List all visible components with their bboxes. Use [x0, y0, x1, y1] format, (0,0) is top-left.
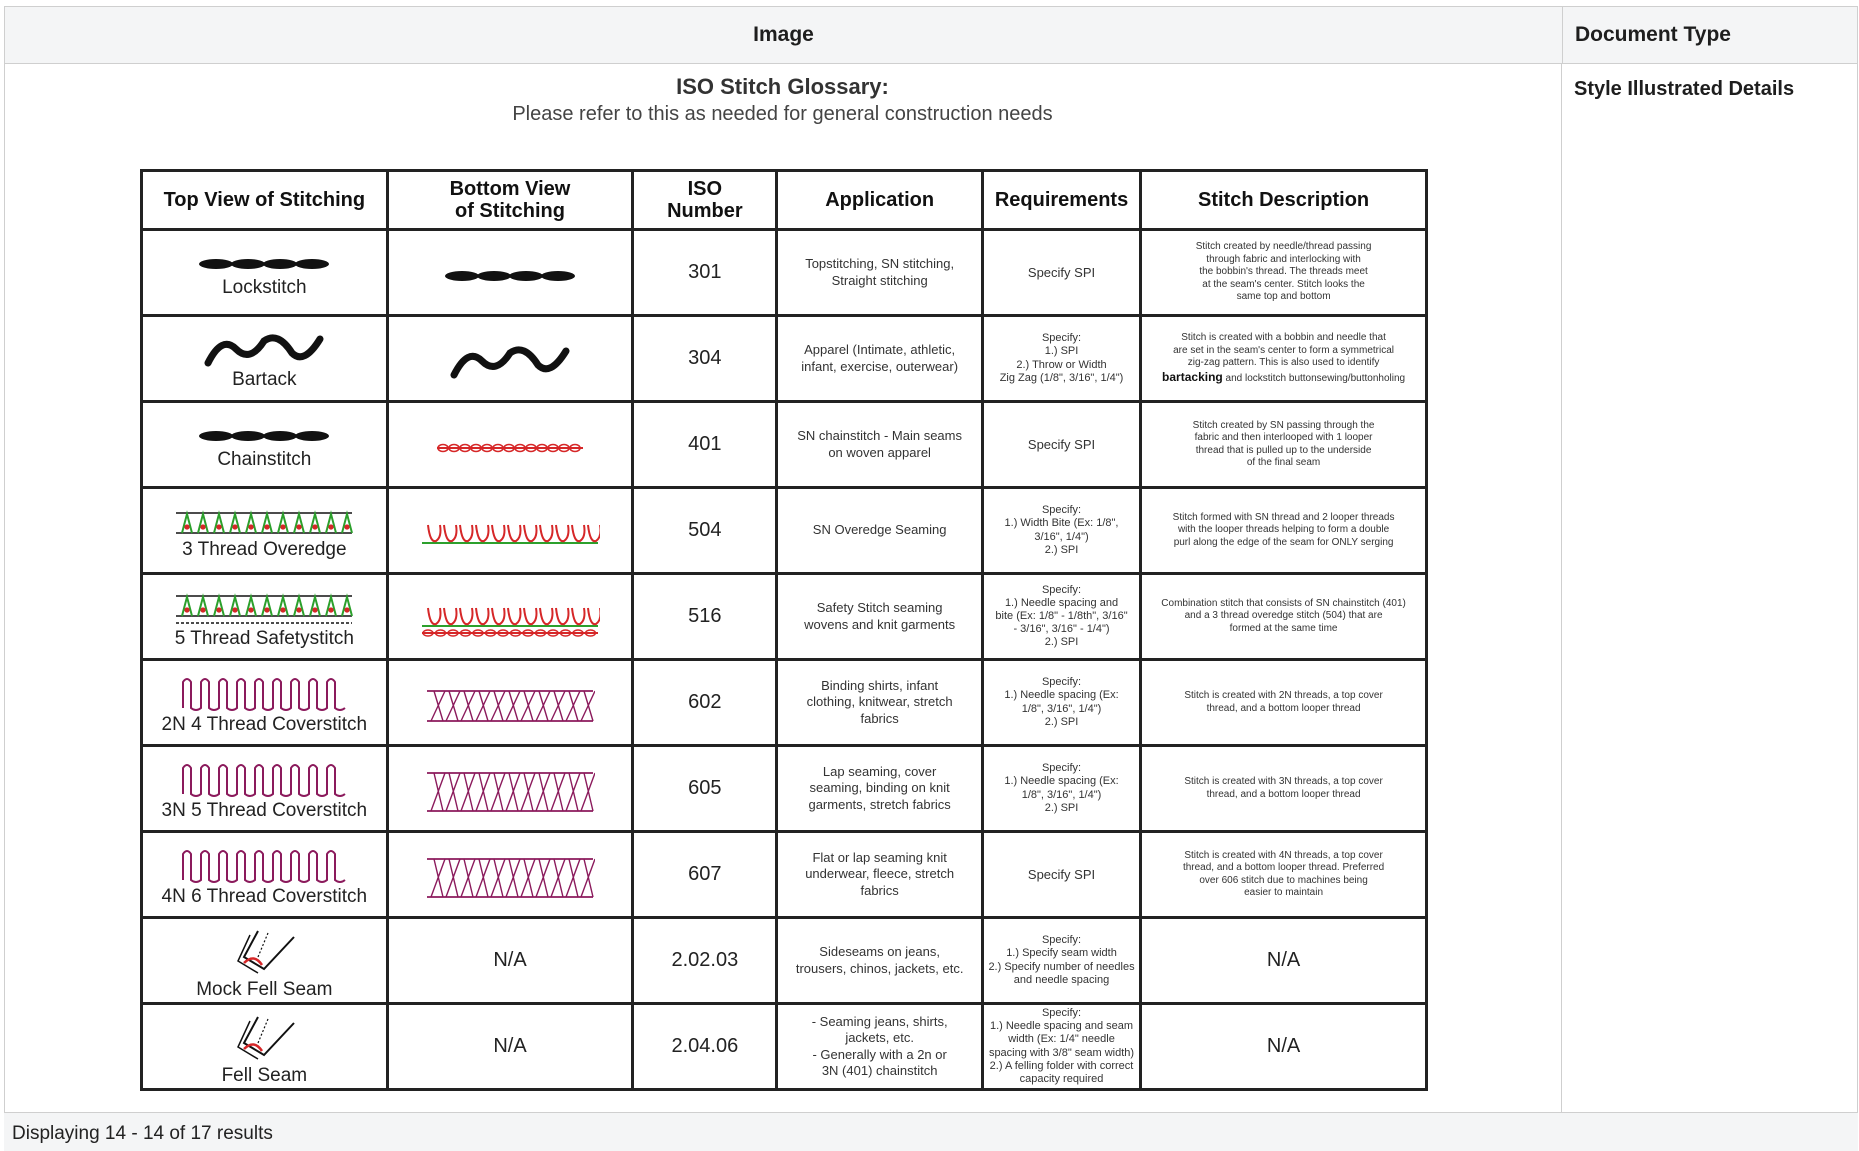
results-count: Displaying 14 - 14 of 17 results: [12, 1123, 273, 1144]
stitch-name: Fell Seam: [221, 1064, 308, 1086]
glossary-row: [142, 230, 1427, 316]
requirements-line: 1/8", 3/16", 1/4"): [1021, 788, 1102, 801]
application-line: seaming, binding on knit: [809, 780, 950, 796]
glossary-row: [142, 316, 1427, 402]
top-view-cell: [142, 1004, 388, 1090]
requirements-line: Specify:: [1041, 934, 1082, 947]
application-line: jackets, etc.: [845, 1030, 914, 1046]
description-bold: bartacking: [1162, 369, 1223, 384]
top-view-cell: [142, 660, 388, 746]
requirements-line: bite (Ex: 1/8" - 1/8th", 3/16": [995, 609, 1128, 622]
description-line: Stitch formed with SN thread and 2 looper threads: [1172, 511, 1395, 523]
safetystitch-5-thread-bottom-icon: [389, 602, 632, 638]
description-line: thread, and a bottom looper thread: [1206, 702, 1361, 714]
glossary-subtitle: Please refer to this as needed for general construction needs: [512, 103, 1053, 125]
bottom-view-cell: [387, 574, 633, 660]
stitch-name: 2N 4 Thread Coverstitch: [161, 713, 368, 735]
iso-number: 607: [633, 832, 777, 918]
requirements-cell: [982, 832, 1140, 918]
requirements-line: Specify:: [1041, 1006, 1082, 1019]
requirements-line: Specify SPI: [1027, 866, 1096, 882]
requirements-line: spacing with 3/8" seam width): [988, 1046, 1135, 1059]
requirements-line: 2.) Specify number of needles: [988, 960, 1135, 973]
stitch-name: Bartack: [232, 368, 297, 390]
application-cell: [777, 1004, 983, 1090]
application-cell: [777, 488, 983, 574]
description-line: same top and bottom: [1236, 291, 1331, 303]
application-line: fabrics: [860, 882, 899, 898]
coverstitch-2n-top-icon: [143, 676, 386, 712]
stitch-description-cell: N/A: [1141, 918, 1427, 1004]
description-line: and a 3 thread overedge stitch (504) that are: [1184, 610, 1383, 622]
stitch-name: Mock Fell Seam: [196, 978, 333, 1000]
stitch-description-cell: [1141, 660, 1427, 746]
description-line: Stitch is created with 2N threads, a top cover: [1184, 690, 1383, 701]
requirements-line: Specify SPI: [1027, 264, 1096, 280]
top-view-cell: [142, 230, 388, 316]
safetystitch-5-thread-top-icon: [143, 590, 386, 626]
application-cell: [777, 746, 983, 832]
col-bottom-view: Bottom View of Stitching: [387, 171, 633, 230]
document-image: [10, 66, 1555, 1110]
application-line: SN Overedge Seaming: [812, 522, 947, 538]
overedge-3-thread-top-icon: [143, 507, 386, 537]
iso-number: 2.02.03: [633, 918, 777, 1004]
coverstitch-2n-bottom-icon: [389, 687, 632, 725]
iso-number: 602: [633, 660, 777, 746]
top-view-cell: [142, 574, 388, 660]
stitch-description-cell: N/A: [1141, 1004, 1427, 1090]
description-line: purl along the edge of the seam for ONLY serging: [1173, 536, 1394, 548]
description-line: at the seam's center. Stitch looks the: [1202, 278, 1365, 290]
application-cell: [777, 832, 983, 918]
requirements-line: 1.) SPI: [1044, 345, 1079, 358]
col-stitch-description: Stitch Description: [1141, 171, 1427, 230]
coverstitch-3n-top-icon: [143, 762, 386, 798]
requirements-cell: [982, 488, 1140, 574]
requirements-line: 2.) Throw or Width: [1016, 358, 1107, 371]
lockstitch-bottom-icon: [389, 265, 632, 287]
description-line: Stitch is created with 3N threads, a top cover: [1184, 776, 1383, 787]
requirements-line: 1/8", 3/16", 1/4"): [1021, 702, 1102, 715]
requirements-line: Specify:: [1041, 762, 1082, 775]
document-type-value: Style Illustrated Details: [1574, 78, 1795, 100]
requirements-line: 2.) SPI: [1044, 543, 1079, 556]
bottom-view-cell: [387, 316, 633, 402]
application-cell: [777, 316, 983, 402]
application-line: - Seaming jeans, shirts,: [811, 1014, 948, 1029]
bottom-view-cell: [387, 402, 633, 488]
bottom-view-cell: N/A: [387, 1004, 633, 1090]
requirements-cell: [982, 918, 1140, 1004]
application-cell: [777, 230, 983, 316]
description-line: thread, and a bottom looper thread: [1206, 788, 1361, 800]
stitch-description-cell: [1141, 832, 1427, 918]
description-line: Stitch created by SN passing through the: [1192, 419, 1375, 431]
application-line: clothing, knitwear, stretch: [806, 694, 953, 710]
glossary-title: ISO Stitch Glossary:: [676, 74, 889, 99]
requirements-line: 3/16", 1/4"): [1034, 530, 1089, 543]
fell-seam-top-icon: [143, 1013, 386, 1063]
application-line: Flat or lap seaming knit: [812, 850, 947, 866]
stitch-name: Lockstitch: [222, 276, 307, 298]
iso-number: 605: [633, 746, 777, 832]
requirements-line: 1.) Specify seam width: [1006, 947, 1117, 960]
application-line: SN chainstitch - Main seams: [797, 428, 962, 444]
bottom-view-cell: [387, 488, 633, 574]
description-line: Stitch created by needle/thread passing: [1195, 241, 1372, 253]
pagination-footer: [4, 1112, 1858, 1151]
description-line: over 606 stitch due to machines being: [1199, 874, 1368, 886]
glossary-row: [142, 832, 1427, 918]
requirements-cell: [982, 746, 1140, 832]
application-line: - Generally with a 2n or: [812, 1046, 947, 1062]
iso-number: 301: [633, 230, 777, 316]
top-view-cell: [142, 746, 388, 832]
column-separator: [1561, 64, 1562, 1112]
bartack-bottom-icon: [389, 345, 632, 379]
top-view-cell: [142, 832, 388, 918]
application-line: Lap seaming, cover: [822, 764, 937, 780]
requirements-line: Zig Zag (1/8", 3/16", 1/4"): [999, 371, 1124, 384]
requirements-line: 1.) Width Bite (Ex: 1/8",: [1004, 517, 1119, 530]
requirements-line: Specify:: [1041, 504, 1082, 517]
application-line: Sideseams on jeans,: [819, 944, 940, 960]
requirements-line: width (Ex: 1/4" needle: [1008, 1033, 1115, 1046]
iso-number: 504: [633, 488, 777, 574]
description-line: zig-zag pattern. This is also used to identify: [1187, 357, 1380, 368]
description-line: thread that is pulled up to the underside: [1195, 444, 1372, 456]
stitch-name: Chainstitch: [217, 448, 312, 470]
requirements-line: 1.) Needle spacing and: [1004, 596, 1119, 609]
glossary-row: [142, 402, 1427, 488]
application-line: wovens and knit garments: [804, 616, 956, 632]
requirements-cell: [982, 402, 1140, 488]
requirements-line: 1.) Needle spacing (Ex:: [1004, 689, 1119, 702]
glossary-row: [142, 746, 1427, 832]
description-line: the bobbin's thread. The threads meet: [1199, 266, 1368, 278]
description-line: formed at the same time: [1229, 622, 1338, 634]
stitch-name: 4N 6 Thread Coverstitch: [161, 885, 368, 907]
description-line: easier to maintain: [1244, 887, 1324, 898]
glossary-row: [142, 488, 1427, 574]
column-header-image[interactable]: Image: [5, 7, 1563, 63]
application-line: Straight stitching: [831, 272, 928, 288]
overedge-3-thread-bottom-icon: [389, 519, 632, 549]
application-cell: [777, 918, 983, 1004]
iso-number: 516: [633, 574, 777, 660]
requirements-line: 2.) SPI: [1044, 801, 1079, 814]
application-line: infant, exercise, outerwear): [801, 358, 959, 374]
col-top-view: Top View of Stitching: [142, 171, 388, 230]
column-header-document-type[interactable]: Document Type: [1575, 23, 1731, 46]
requirements-line: 1.) Needle spacing (Ex:: [1004, 775, 1119, 788]
application-line: Safety Stitch seaming: [816, 600, 943, 616]
bottom-view-cell: [387, 230, 633, 316]
application-line: fabrics: [860, 710, 899, 726]
stitch-description-cell: [1141, 402, 1427, 488]
chainstitch-top-icon: [143, 425, 386, 447]
bottom-view-cell: [387, 660, 633, 746]
stitch-description-cell: [1141, 746, 1427, 832]
top-view-cell: [142, 488, 388, 574]
requirements-cell: [982, 1004, 1140, 1090]
application-line: Topstitching, SN stitching,: [805, 256, 955, 272]
requirements-cell: [982, 574, 1140, 660]
stitch-glossary-table: [140, 169, 1428, 1091]
glossary-row: [142, 1004, 1427, 1090]
requirements-line: Specify:: [1041, 332, 1082, 345]
application-line: Binding shirts, infant: [821, 678, 939, 694]
application-line: trousers, chinos, jackets, etc.: [795, 960, 964, 976]
mock-fell-seam-top-icon: [143, 927, 386, 977]
requirements-line: and needle spacing: [1013, 973, 1110, 986]
description-line: Combination stitch that consists of SN chainstitch (401): [1161, 597, 1406, 609]
requirements-line: - 3/16", 3/16" - 1/4"): [1013, 623, 1110, 636]
requirements-line: Specify:: [1041, 676, 1082, 689]
stitch-description-cell: [1141, 230, 1427, 316]
description-line: Stitch is created with a bobbin and needle that: [1181, 332, 1386, 343]
iso-number: 2.04.06: [633, 1004, 777, 1090]
stitch-name: 3N 5 Thread Coverstitch: [161, 799, 368, 821]
requirements-line: 2.) SPI: [1044, 715, 1079, 728]
description-line: fabric and then interlooped with 1 looper: [1194, 432, 1373, 443]
col-requirements: Requirements: [982, 171, 1140, 230]
requirements-line: Specify SPI: [1027, 436, 1096, 452]
description-line: thread, and a bottom looper thread. Preferred: [1182, 862, 1385, 873]
requirements-line: capacity required: [1019, 1072, 1104, 1085]
requirements-line: Specify:: [1041, 583, 1082, 596]
bottom-view-cell: N/A: [387, 918, 633, 1004]
requirements-cell: [982, 230, 1140, 316]
application-line: Apparel (Intimate, athletic,: [804, 342, 956, 358]
stitch-name: 5 Thread Safetystitch: [174, 627, 354, 649]
requirements-line: 2.) SPI: [1044, 636, 1079, 649]
bartack-top-icon: [143, 333, 386, 367]
iso-number: 304: [633, 316, 777, 402]
top-view-cell: [142, 918, 388, 1004]
requirements-cell: [982, 316, 1140, 402]
application-line: 3N (401) chainstitch: [821, 1062, 938, 1078]
stitch-description-cell: [1141, 316, 1427, 402]
requirements-line: 1.) Needle spacing and seam: [989, 1020, 1134, 1033]
table-header: [4, 6, 1858, 64]
top-view-cell: [142, 316, 388, 402]
coverstitch-3n-bottom-icon: [389, 769, 632, 815]
col-iso-number: ISO Number: [633, 171, 777, 230]
iso-number: 401: [633, 402, 777, 488]
description-line: Stitch is created with 4N threads, a top cover: [1184, 849, 1383, 861]
col-application: Application: [777, 171, 983, 230]
application-cell: [777, 574, 983, 660]
requirements-line: 2.) A felling folder with correct: [989, 1059, 1134, 1072]
stitch-description-cell: [1141, 574, 1427, 660]
top-view-cell: [142, 402, 388, 488]
lockstitch-top-icon: [143, 253, 386, 275]
description-line: of the final seam: [1246, 457, 1321, 468]
description-tail: and lockstitch buttonsewing/buttonholing: [1222, 372, 1406, 384]
bottom-view-cell: [387, 832, 633, 918]
application-cell: [777, 402, 983, 488]
description-line: with the looper threads helping to form a double: [1177, 524, 1390, 536]
coverstitch-4n-top-icon: [143, 848, 386, 884]
application-line: on woven apparel: [828, 444, 931, 460]
description-line: are set in the seam's center to form a symmetrical: [1173, 344, 1394, 356]
coverstitch-4n-bottom-icon: [389, 855, 632, 901]
glossary-row: [142, 574, 1427, 660]
application-line: garments, stretch fabrics: [808, 796, 951, 812]
stitch-name: 3 Thread Overedge: [182, 538, 347, 560]
stitch-description-cell: [1141, 488, 1427, 574]
chainstitch-bottom-icon: [389, 441, 632, 455]
glossary-row: [142, 660, 1427, 746]
application-line: underwear, fleece, stretch: [805, 866, 955, 882]
application-cell: [777, 660, 983, 746]
requirements-cell: [982, 660, 1140, 746]
glossary-row: [142, 918, 1427, 1004]
description-line: through fabric and interlocking with: [1206, 253, 1361, 265]
bottom-view-cell: [387, 746, 633, 832]
glossary-header-row: [142, 171, 1427, 230]
